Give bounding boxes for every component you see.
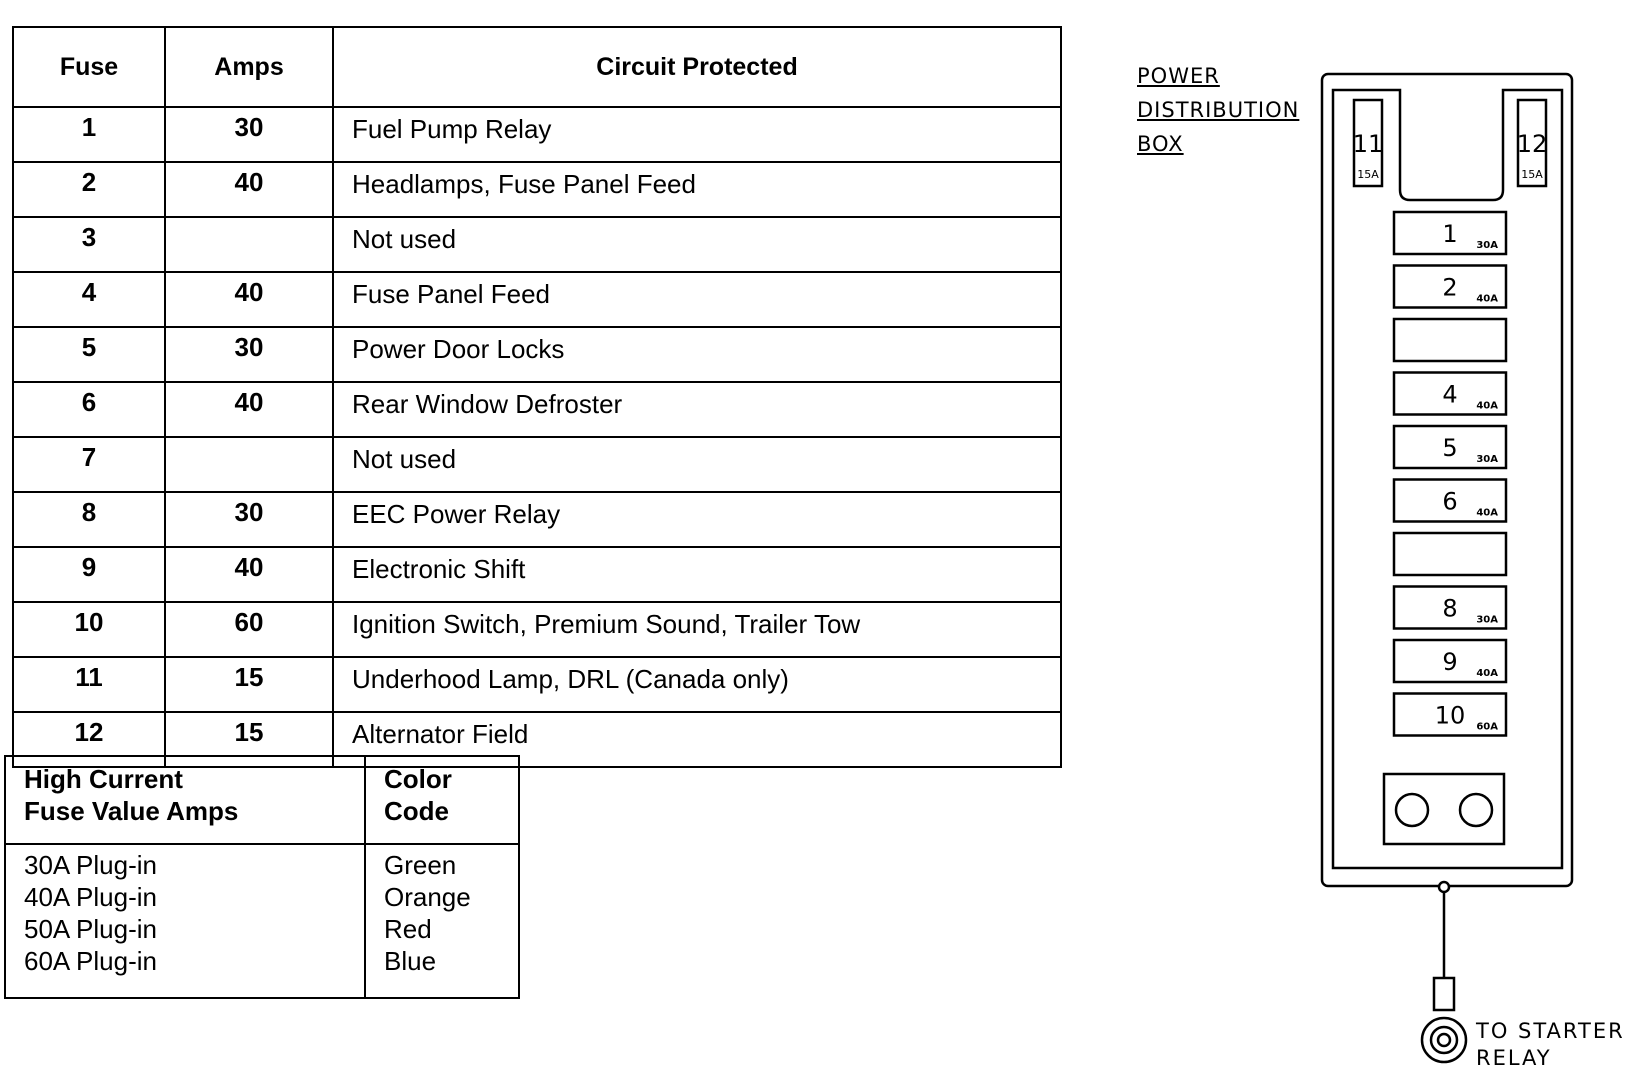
fuse-slot-number: 2 xyxy=(1442,273,1458,302)
ring-terminal-inner xyxy=(1431,1027,1457,1053)
fuse-slot-number: 5 xyxy=(1442,434,1458,462)
amps-cell: 60 xyxy=(165,602,333,657)
fuse-slot-amps: 40A xyxy=(1476,400,1498,412)
circuit-cell: Power Door Locks xyxy=(333,327,1061,382)
fuse-slot-number: 4 xyxy=(1442,380,1458,409)
color-name: Green xyxy=(384,850,457,880)
color-name: Blue xyxy=(384,946,437,976)
circuit-cell: Ignition Switch, Premium Sound, Trailer Tow xyxy=(333,602,1061,657)
fuse-value: 40A Plug-in xyxy=(24,882,157,912)
fuse-number-cell: 3 xyxy=(13,217,165,272)
fuse-slot-number: 6 xyxy=(1442,487,1458,516)
fuse-number-cell: 6 xyxy=(13,382,165,437)
fuse-number-cell: 5 xyxy=(13,327,165,382)
circuit-cell: Not used xyxy=(333,217,1061,272)
fuse-slot-number: 10 xyxy=(1434,701,1466,730)
fuse-slot-amps: 40A xyxy=(1476,293,1498,305)
connector-label-line: RELAY xyxy=(1476,1046,1552,1070)
header-line: High Current xyxy=(24,764,183,794)
fuse-slot-amps: 40A xyxy=(1476,507,1498,519)
fuse-slot-number: 1 xyxy=(1442,220,1458,248)
fuse-number-cell: 4 xyxy=(13,272,165,327)
amps-cell: 30 xyxy=(165,327,333,382)
header-line: Color xyxy=(384,764,452,794)
fuse-value: 60A Plug-in xyxy=(24,946,157,976)
ring-terminal-hole xyxy=(1438,1034,1450,1046)
fuse-slot-amps: 40A xyxy=(1476,668,1498,679)
diagram-title-line-2: DISTRIBUTION xyxy=(1137,98,1300,122)
circuit-cell: Headlamps, Fuse Panel Feed xyxy=(333,162,1061,217)
fuse-number-cell: 1 xyxy=(13,107,165,162)
relay-terminal-right xyxy=(1460,794,1492,826)
relay-terminal-left xyxy=(1396,794,1428,826)
circuit-cell: Fuse Panel Feed xyxy=(333,272,1061,327)
circuit-cell: Fuel Pump Relay xyxy=(333,107,1061,162)
header-line: Code xyxy=(384,796,449,826)
fuse-slot-group xyxy=(1394,212,1506,736)
fuse-slot-amps: 30A xyxy=(1476,454,1498,465)
header-line: Fuse Value Amps xyxy=(24,796,239,826)
amps-cell: 40 xyxy=(165,272,333,327)
amps-cell: 15 xyxy=(165,657,333,712)
fuse-number-cell: 12 xyxy=(13,712,165,767)
circuit-column-header: Circuit Protected xyxy=(333,27,1061,107)
amps-cell: 40 xyxy=(165,547,333,602)
fuse-number-cell: 11 xyxy=(13,657,165,712)
connector-label-line: TO STARTER xyxy=(1476,1019,1625,1043)
amps-column-header: Amps xyxy=(165,27,333,107)
fuse-value: 30A Plug-in xyxy=(24,850,157,880)
fuse-slot-number: 8 xyxy=(1442,594,1458,623)
cable-grommet xyxy=(1439,882,1449,892)
fuse-slot-amps: 30A xyxy=(1476,614,1498,626)
color-name: Red xyxy=(384,914,432,944)
circuit-cell: Underhood Lamp, DRL (Canada only) xyxy=(333,657,1061,712)
fuse-number-cell: 7 xyxy=(13,437,165,492)
top-fuse-11-amps: 15A xyxy=(1357,168,1379,181)
ring-terminal-outer xyxy=(1422,1018,1466,1062)
amps-cell: 30 xyxy=(165,492,333,547)
fuse-slot-number: 9 xyxy=(1442,648,1458,676)
fuse-slot xyxy=(1394,319,1506,361)
fuse-slot-amps: 60A xyxy=(1476,721,1498,733)
circuit-cell: Electronic Shift xyxy=(333,547,1061,602)
amps-cell: 40 xyxy=(165,162,333,217)
diagram-title-line-1: POWER xyxy=(1137,64,1220,88)
relay-housing xyxy=(1384,774,1504,844)
fuse-number-cell: 9 xyxy=(13,547,165,602)
color-name: Orange xyxy=(384,882,471,912)
amps-cell: 30 xyxy=(165,107,333,162)
fuse-number-cell: 8 xyxy=(13,492,165,547)
top-fuse-12-number: 12 xyxy=(1516,130,1548,158)
circuit-cell: EEC Power Relay xyxy=(333,492,1061,547)
circuit-cell: Not used xyxy=(333,437,1061,492)
amps-cell: 15 xyxy=(165,712,333,767)
circuit-cell: Alternator Field xyxy=(333,712,1061,767)
fuse-number-cell: 2 xyxy=(13,162,165,217)
diagram-title-line-3: BOX xyxy=(1137,132,1184,156)
fuse-slot-amps: 30A xyxy=(1476,240,1498,251)
fuse-value: 50A Plug-in xyxy=(24,914,157,944)
connector-label xyxy=(1476,1018,1625,1072)
fuse-column-header: Fuse xyxy=(13,27,165,107)
circuit-cell: Rear Window Defroster xyxy=(333,382,1061,437)
top-fuse-12-amps: 15A xyxy=(1521,168,1543,181)
cable-crimp xyxy=(1434,978,1454,1010)
fuse-number-cell: 10 xyxy=(13,602,165,657)
fuse-slot xyxy=(1394,533,1506,575)
top-fuse-11-number: 11 xyxy=(1352,130,1384,158)
amps-cell: 40 xyxy=(165,382,333,437)
